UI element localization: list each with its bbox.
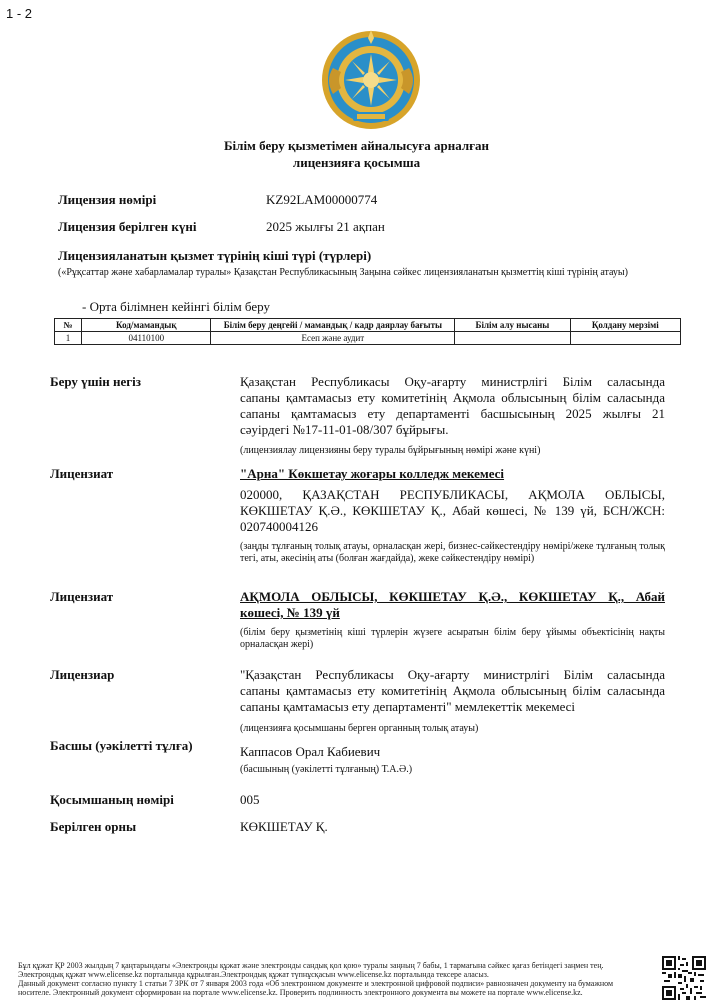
basis-line-4: сәуірдегі №17-11-01-08/307 бұйрығы. (240, 422, 449, 437)
subtype-note: («Рұқсаттар және хабарламалар туралы» Қазақстан Республикасының Заңына сәйкес лицензияланатын қызметтің кіші түрінің атауы) (58, 267, 628, 278)
state-emblem-icon (319, 28, 423, 130)
licensor-line-3: сапаны қамтамасыз ету департаменті" мемлекеттік мекемесі (240, 699, 576, 714)
head-value: Каппасов Орал Кабиевич (240, 744, 381, 759)
licensor-label: Лицензиар (50, 667, 115, 682)
head-note: (басшының (уәкілетті тұлғаның) Т.А.Ә.) (240, 764, 413, 775)
qr-code-icon (662, 956, 706, 1000)
basis-text (240, 374, 665, 438)
basis-line-2: сапаны қамтамасыз ету комитетінің Ақмола облысының білім саласында (240, 390, 665, 405)
footer-line-1: Бұл құжат ҚР 2003 жылдың 7 қаңтарындағы «Электронды құжат және электронды сандық қол қою» туралы заңның 7 бабы, 1 тармағына сәйкес қағаз бетіндегі заңмен тең. (18, 961, 604, 970)
table-header-num: № (55, 319, 82, 332)
document-title: Білім беру қызметімен айналысуға арналған (223, 138, 490, 153)
licensee-location-label: Лицензиат (50, 589, 114, 604)
issue-place-value: КӨКШЕТАУ Қ. (240, 819, 328, 834)
table-cell-level: Есеп және аудит (211, 332, 455, 345)
licensor-line-1: "Қазақстан Республикасы Оқу-ағарту министрлігі Білім саласында (240, 667, 665, 682)
licensee-address-line-2: КӨКШЕТАУ Қ.Ә., КӨКШЕТАУ Қ., Абай көшесі, № 139 үй, БСН/ЖСН: (240, 503, 665, 518)
license-number-label: Лицензия нөмірі (58, 192, 157, 207)
table-cell-code: 04110100 (82, 332, 211, 345)
licensee-location-note: (білім беру қызметінің кіші түрлерін жүзеге асыратын білім беру ұйымы объектісінің нақты орналасқан жері) (240, 627, 665, 650)
table-cell-form (455, 332, 570, 345)
license-date-label: Лицензия берілген күні (58, 219, 197, 234)
licensor-line-2: сапаны қамтамасыз ету комитетінің Ақмола облысының білім саласында (240, 683, 665, 698)
basis-line-1: Қазақстан Республикасы Оқу-ағарту министрлігі Білім саласында (240, 374, 665, 389)
footer-line-2: Электрондық құжат www.elicense.kz порталында құрылған.Электрондық құжат түпнұсқасын www.elicense.kz порталында тексере аласыз. (18, 970, 489, 979)
specialty-table (54, 318, 681, 345)
table-header-code: Код/мамандық (82, 319, 211, 332)
licensee-address-line-3: 020740004126 (240, 519, 318, 534)
subtype-item: - Орта білімнен кейінгі білім беру (82, 299, 270, 314)
basis-note: (лицензиялау лицензияны беру туралы бұйрығының нөмірі және күні) (240, 445, 541, 456)
licensee-location (240, 589, 665, 621)
footer-line-3: Данный документ согласно пункту 1 статьи 7 ЗРК от 7 января 2003 года «Об электронном документе и электронной цифровой подписи» равнозначен документу на бумажном (18, 979, 614, 988)
license-date-value: 2025 жылғы 21 ақпан (266, 219, 385, 234)
licensee-label: Лицензиат (50, 466, 114, 481)
table-header-form: Білім алу нысаны (455, 319, 570, 332)
head-label: Басшы (уәкілетті тұлға) (50, 738, 193, 753)
licensee-location-line-2: көшесі, № 139 үй (240, 605, 340, 620)
basis-label: Беру үшін негіз (50, 374, 141, 389)
licensor-note: (лицензияға қосымшаны берген органның толық атауы) (240, 723, 479, 734)
licensee-location-line-1: АҚМОЛА ОБЛЫСЫ, КӨКШЕТАУ Қ.Ә., КӨКШЕТАУ Қ., Абай (240, 589, 665, 604)
licensor-text (240, 667, 665, 715)
table-header-term: Қолдану мерзімі (570, 319, 680, 332)
table-cell-term (570, 332, 680, 345)
subtype-label: Лицензияланатын қызмет түрінің кіші түрі (түрлері) (58, 248, 372, 263)
table-row (55, 332, 681, 345)
annex-number-label: Қосымшаның нөмірі (50, 792, 174, 807)
page-number: 1 - 2 (6, 6, 33, 21)
table-header-level: Білім беру деңгейі / мамандық / кадр даярлау бағыты (211, 319, 455, 332)
table-cell-num: 1 (55, 332, 82, 345)
table-header-row (55, 319, 681, 332)
annex-number-value: 005 (240, 792, 260, 807)
licensee-name: "Арна" Көкшетау жоғары колледж мекемесі (240, 466, 505, 481)
license-number-value: KZ92LAM00000774 (266, 192, 378, 207)
licensee-note: (заңды тұлғаның толық атауы, орналасқан жері, бизнес-сәйкестендіру нөмірі/жеке тұлғаның толық тегі, аты, әкесінің аты (болған жағдайда), жеке сәйкестендіру нөмірі) (240, 541, 665, 564)
document-subtitle: лицензияға қосымша (292, 155, 421, 170)
footer-line-4: носителе. Электронный документ сформирован на портале www.elicense.kz. Проверить подлинность электронного документа вы можете на портале www.elicense.kz. (18, 988, 583, 997)
footer-disclaimer (18, 961, 638, 997)
basis-line-3: сапаны қамтамасыз ету департаменті басшысының 2025 жылғы 21 (240, 406, 665, 421)
issue-place-label: Берілген орны (50, 819, 137, 834)
licensee-address-line-1: 020000, ҚАЗАҚСТАН РЕСПУБЛИКАСЫ, АҚМОЛА ОБЛЫСЫ, (240, 487, 665, 502)
licensee-address (240, 487, 665, 535)
